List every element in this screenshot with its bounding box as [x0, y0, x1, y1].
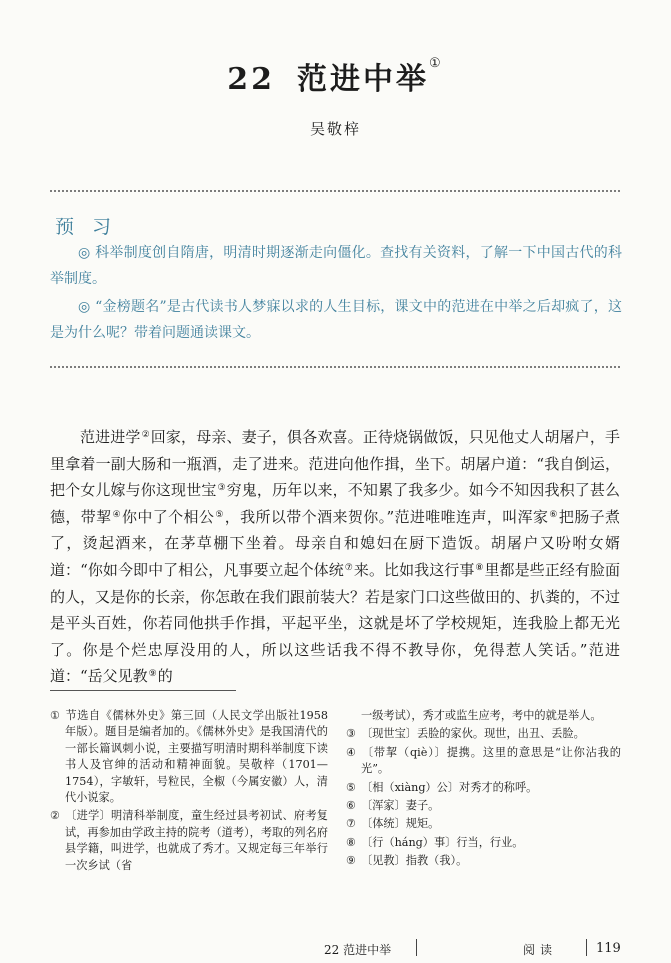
footnote-ref[interactable]: ⑤: [215, 509, 224, 520]
footnote-ref[interactable]: ③: [217, 483, 226, 494]
footnote-ref[interactable]: ④: [112, 509, 121, 520]
body-text-run: 里都是些正经有脸面的人，又是你的长亲，你怎敢在我们跟前装大？若是家门口这些做田的、扒粪的，不过是平头百姓，你若同他拱手作揖，平起平坐，这就是坏了学校规矩，连我脸上都无光了。你是个烂忠厚没用的人，所以这些话我不得不教导你，免得惹人笑话。”范进道：“岳父见教: [50, 560, 621, 686]
footnote-text: 〔体统〕规矩。: [361, 817, 440, 831]
footnote-mark: ⑤: [346, 780, 357, 794]
body-text-run: 来。比如我这行事: [353, 560, 475, 579]
footnote-mark: ⑦: [346, 817, 357, 831]
body-text-run: 把肠子煮了，烫起酒来，在茅草棚下坐着。母亲自和媳妇在厨下造饭。胡屠户又吩咐女婿道：“你如今即中了相公，凡事要立起个体统: [50, 507, 620, 579]
footer-section: 阅读: [523, 943, 558, 957]
author: 吴敬梓: [309, 120, 361, 138]
footnote: [346, 853, 621, 869]
footnotes-left-column: [50, 708, 328, 876]
footnote-text: 〔行（háng）事〕行当，行业。: [361, 835, 524, 849]
lesson-title-text: 范进中举: [297, 62, 430, 97]
footnotes-right-column: [346, 708, 621, 872]
preview-item: [50, 294, 622, 346]
footnote: [346, 816, 621, 832]
footnote-ref[interactable]: ⑦: [344, 562, 353, 573]
body-paragraph: [50, 424, 620, 690]
footnote-mark: ①: [50, 709, 61, 722]
footnote-text: 〔相（xiàng）公〕对秀才的称呼。: [361, 780, 538, 794]
footnote: [50, 708, 328, 806]
footnote: [346, 798, 621, 814]
footnote-ref[interactable]: ⑨: [148, 669, 157, 680]
footnote-mark: ④: [346, 745, 357, 759]
footnote: [346, 726, 621, 742]
footnote-ref[interactable]: ⑥: [549, 509, 558, 520]
footnote-mark: ⑥: [346, 799, 357, 813]
preview-heading: 预 习: [55, 216, 118, 238]
preview-item-text: ◎ 科举制度创自隋唐，明清时期逐渐走向僵化。查找有关资料，了解一下中国古代的科举制度。: [50, 245, 622, 287]
footnote-text: 〔进学〕明清科举制度，童生经过县考初试、府考复试，再参加由学政主持的院考（道考），考取的列名府县学籍，叫进学，也就成了秀才。又规定每三年举行一次乡试（省: [65, 809, 328, 872]
footnote-text: 〔现世宝〕丢脸的家伙。现世，出丑、丢脸。: [361, 727, 585, 741]
footnote: [346, 780, 621, 796]
body-text-run: 回家，母亲、妻子，俱各欢喜。正待烧锅做饭，只见他丈人胡屠户，手里拿着一副大肠和一瓶酒，走了进来。范进向他作揖，坐下。胡屠户道：“我自倒运，把个女儿嫁与你这现世宝: [50, 428, 620, 500]
title-footnote-mark[interactable]: ①: [429, 56, 444, 71]
footnote-ref[interactable]: ⑧: [475, 562, 484, 573]
body-text-run: 范进进学: [80, 428, 141, 446]
footnote-mark: ③: [346, 727, 357, 741]
footnote: [50, 808, 328, 874]
footnote-mark: ②: [50, 809, 61, 823]
footnote-continuation: 一级考试），秀才或监生应考，考中的就是举人。: [361, 709, 602, 722]
footnote-ref[interactable]: ②: [141, 430, 150, 440]
footnote: [346, 835, 621, 851]
body-text-run: 的: [157, 667, 173, 686]
body-text-run: 你中了个相公: [122, 507, 215, 526]
footer-divider: [416, 939, 417, 956]
lesson-number: 22: [227, 62, 276, 97]
divider-bottom: [50, 366, 620, 368]
preview-item: [50, 240, 622, 292]
body-text-run: 穷鬼，历年以来，不知累了我多少。如今不知因我积了甚么德，带挈: [50, 481, 620, 526]
footnote: [346, 745, 621, 778]
body-text: [50, 424, 620, 690]
footer-lesson: 22 范进中举: [324, 943, 392, 957]
page-number: 119: [596, 941, 621, 956]
footnote-text: 节选自《儒林外史》第三回（人民文学出版社1958年版）。题目是编者加的。《儒林外史》是我国清代的一部长篇讽刺小说，主要描写明清时期科举制度下读书人及官绅的活动和精神面貌。吴敬梓（1701—1754），字敏轩，号粒民，全椒（今属安徽）人，清代小说家。: [65, 709, 328, 805]
footnote-text: 〔浑家〕妻子。: [361, 799, 440, 813]
footer-divider: [586, 939, 587, 956]
footnote-rule: [50, 690, 236, 691]
divider-top: [50, 190, 620, 192]
body-text-run: ，我所以带个酒来贺你。”范进唯唯连声，叫浑家: [224, 507, 549, 526]
footnote-mark: ⑧: [346, 835, 357, 849]
preview-item-text: ◎ “金榜题名”是古代读书人梦寐以求的人生目标，课文中的范进在中举之后却疯了，这是为什么呢？带着问题通读课文。: [50, 299, 622, 341]
footnote-mark: ⑨: [346, 854, 357, 868]
lesson-title: [0, 54, 671, 98]
footnote-text: 〔见教〕指教（我）。: [361, 854, 468, 868]
footnote-text: 〔带挈（qiè）〕提携。这里的意思是“让你沾我的光”。: [361, 745, 621, 776]
